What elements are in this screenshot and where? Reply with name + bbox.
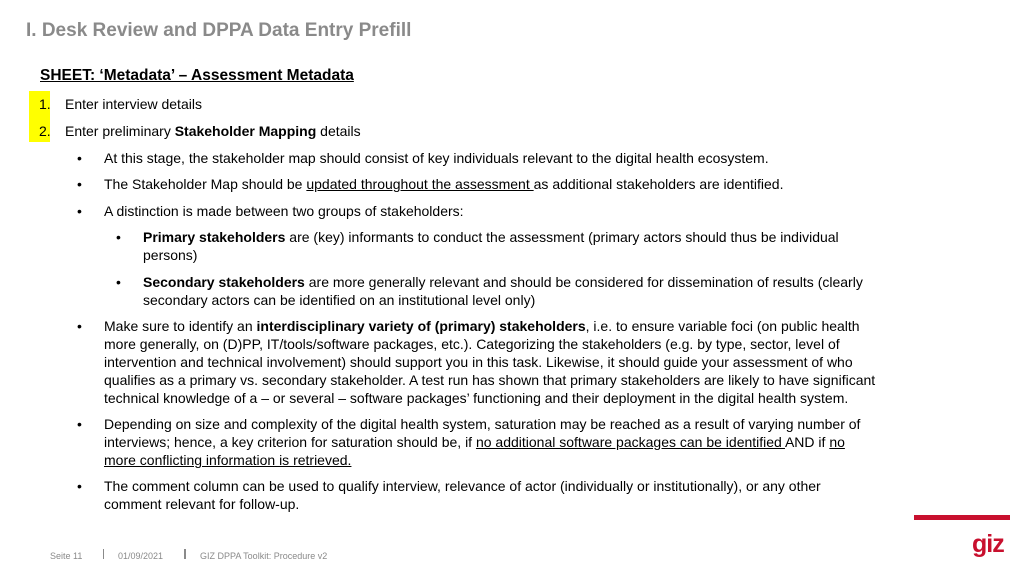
footer-separator	[184, 549, 186, 559]
list-item-2-text: Enter preliminary Stakeholder Mapping details	[65, 123, 361, 139]
footer-date: 01/09/2021	[118, 551, 164, 561]
footer-separator	[103, 549, 104, 559]
footer-page-number: Seite 11	[50, 551, 83, 561]
list-number-1: 1.	[39, 96, 51, 112]
footer-document-title: GIZ DPPA Toolkit: Procedure v2	[200, 551, 328, 561]
slide-title: I. Desk Review and DPPA Data Entry Prefill	[26, 20, 412, 41]
brand-bar	[914, 515, 1010, 520]
list-item-1-text: Enter interview details	[65, 96, 202, 112]
giz-logo: giz	[972, 530, 1004, 558]
list-number-2: 2.	[39, 123, 51, 139]
sheet-heading: SHEET: ‘Metadata’ – Assessment Metadata	[40, 67, 354, 84]
